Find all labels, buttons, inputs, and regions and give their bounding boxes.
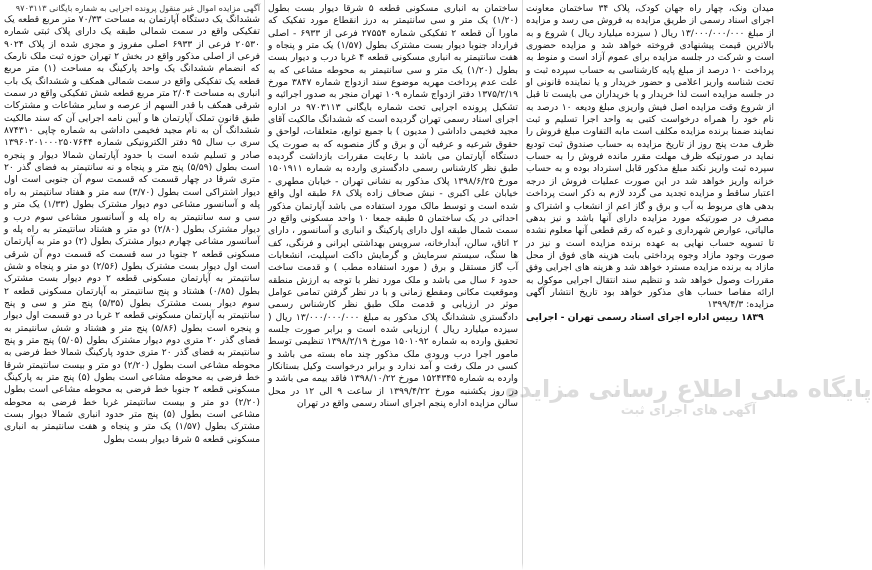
notice-body-text: میدان ونک، چهار راه جهان کودک، پلاک ۳۴ ساختمان معاونت اجرای اسناد رسمی از طریق مزایده به فروش می رسد و مزایده از مبلغ ۱۳/۰۰۰/۰۰۰/۰۰۰ ریال ( سیزده میلیارد ریال ) شروع و به بالاترین قیمت پیشنهادی فروخته خواهد شد و مزایده حضوری است و شرکت در جلسه مزایده برای عموم آزاد است و منوط به پرداخت ۱۰ درصد از مبلغ پایه کارشناسی به حساب سپرده ثبت و تحت شناسه واریز اعلامی و حضور خریدار و یا نماینده قانونی او در جلسه مزایده است لذا خریدار و یا خریداران می بایست تا قبل از شروع وقت مزایده اصل فیش واریزی مبلغ ودیعه ۱۰ درصد به نام خود را همراه درخواست کتبی به واحد اجرا تسلیم و ثبت نمایند ضمنا برنده مزایده مکلف است مابه التفاوت مبلغ فروش را ظرف مدت پنج روز از تاریخ مزایده به حساب صندوق ثبت توديع نمايد در صورتیکه ظرف مهلت مقرر مانده فروش را به حساب سپرده ثبت واریز نکند مبلغ مذکور قابل استرداد بوده و به حساب خزانه واریز خواهد شد در این صورت عملیات فروش از درجه اعتبار ساقط و مزایده تجدید می گردد لازم به ذکر است پرداخت بدهی های مربوط به آب و برق و گاز اعم از انشعاب و اشتراک و مصرف در صورتیکه مورد مزایده دارای آنها باشد و نیز بدهی مالیاتی، عوارض شهرداری و غیره که رقم قطعی آنها معلوم نشده تا تسویه حساب نهایی به عهده برنده مزایده است و نیز در صورت وجود مازاد وجوه پرداختی بابت هزینه های فوق از محل مازاد به برنده مزایده مسترد خواهد شد و هزینه های اجرایی وفق مقررات وصول خواهد شد و تنظیم سند انتقال اجرایی موکول به ارائه مفاصا حساب های مذکور خواهد بود تاریخ انتشار آگهی مزایده: ۱۳۹۹/۴/۳: [526, 3, 775, 311]
notice-heading: آگهی مزایده اموال غیر منقول پرونده اجرایی به شماره بایگانی ۹۷۰۳۱۱۳: [15, 3, 260, 13]
watermark-subtext: آگهی های اجرای ثبت: [620, 403, 757, 418]
column-divider: [522, 0, 523, 570]
notice-column-middle: [268, 3, 518, 565]
notice-column-left: [4, 3, 260, 565]
bottom-edge-fade: [0, 563, 778, 570]
notice-signature: ۱۸۳۹ رییس اداره اجرای اسناد رسمی تهران - اجرایی: [526, 311, 764, 323]
notice-column-right: [526, 3, 774, 565]
watermark-text: پایگاه ملی اطلاع رسانی مزایده: [505, 375, 872, 403]
watermark: [505, 375, 872, 418]
notice-body-text: ساختمان به انباری مسکونی قطعه ۵ شرقا دیوار بست بطول (۱/۲۰) یک متر و سی سانتیمتر به درز انقطاع مورد تفکیک که ماورا آن قطعه ۲ تفکیکی شماره ۲۷۵۵۴ فرعی از ۶۹۳۳ - اصلی فرارداد جنوبا دیوار بست مشترک بطول (۱/۵۷) یک متر و پنجاه و هفت سانتیمتر به انباری مسکونی قطعه ۴ غربا درب و دیوار بست بطول (۱/۲۰) یک متر و سی سانتیمتر به محوطه مشاعی که به علت عدم پرداخت مهریه موضوع سند ازدواج شماره ۳۸۴۷ مورخ ۱۳۷۵/۲/۱۹ دفتر ازدواج شماره ۱۰۹ تهران منجر به صدور اجرائیه و تشکیل پرونده اجرایی تحت شماره بایگانی ۹۷۰۳۱۱۳ در اداره اجرای اسناد رسمی تهران گردیده است که ششدانگ مالکیت آقای مجید فخیمی داداشی ( مدیون ) با جمیع توابع، متعلقات، لواحق و حقوق شرعیه و عرفیه آن و برق و گاز منصوبه که به صورت یک دستگاه آپارتمان می باشد با رعایت مقررات بازداشت گردیده طبق نظر کارشناس رسمی دادگستری وارده به شماره ۱۵۰۱۹۱۱ مورخ ۱۳۹۸/۶/۲۵ پلاک مذکور به نشانی تهران - خیابان مطهری - خیابان علی اکبری - نبش صحاف زاده پلاک ۶۸ طبقه اول واقع شده است و توسط مالک مورد استفاده می باشد آپارتمان مذکور احداثی در یک ساختمان ۵ طبقه جمعا ۱۰ واحد مسکونی واقع در سمت شمال طبقه اول دارای پارکینگ و انباری و آسانسور ، دارای ۲ اتاق، سالن، آبدارخانه، سرویس بهداشتی ایرانی و فرنگی، کف ها سنگ، سیستم سرمایش و گرمایش داکت اسپلیت، انشعابات آب گاز مستقل و برق ( مورد استفاده مطب ) و قدمت ساخت حدود ۶ سال می باشد و ملک مورد نظر با توجه به ارزش منطقه وموقعیت مکانی ومقطع زمانی و با در نظر گرفتن تمامی عوامل موثر در ارزیابی و قدمت ملک طبق نظر کارشناس رسمی دادگستری ششدانگ پلاک مذکور به مبلغ ۱۳/۰۰۰/۰۰۰/۰۰۰ ریال ( سیزده میلیارد ریال ) ارزیابی شده است و برابر صورت جلسه تحقیق وارده به شماره ۱۵۰۱۰۹۲ مورخ ۱۳۹۸/۲/۱۹ تنظیمی توسط مامور اجرا درب ورودی ملک مذکور چند ماه بسته می باشد و کسی در ملک رفت و آمد ندارد و برابر درخواست وکیل بستانکار وارده به شماره ۱۵۲۴۳۴۵ مورخ ۱۳۹۸/۱۰/۲۲ فاقد بیمه می باشد و در روز یکشنبه مورخ ۱۳۹۹/۴/۲۲ از ساعت ۹ الی ۱۲ در محل سالن مزایده اداره پنجم اجرای اسناد رسمی واقع در تهران: [268, 3, 519, 409]
notice-body-text: ششدانگ یک دستگاه آپارتمان به مساحت ۷۰/۳۳ متر مربع قطعه یک تفکیکی واقع در سمت شمالی طبقه یک دارای پلاک ثبتی شماره ۲۰۵۳۰ فرعی از ۶۹۳۳ اصلی مفروز و مجزی شده از پلاک ۹۰۲۴ فرعی از اصلی مذکور واقع در بخش ۲ تهران حوزه ثبت ملک نارمک که انضمام ششدانگ یک واحد پارکینگ به مساحت (۱) متر مربع قطعه یک تفکیکی واقع در سمت شمالی همکف و ششدانگ یک باب انباری به مساحت ۲/۰۴ متر مربع قطعه شش تفکیکی واقع در سمت شرقی همکف با قدر السهم از عرصه و سایر مشاعات و مشترکات طبق قانون تملک آپارتمان ها و آیین نامه اجرایی آن که سند مالکیت ششدانگ آن به نام مجید فخیمی داداشی به شماره چاپی ۸۷۴۳۱۰ سری ب سال ۹۵ دفتر الکترونیکی شماره ۱۳۹۶۰۲۰۱۰۰۰۲۵۰۷۶۴۴ صادر و تسلیم شده است با حدود آپارتمان شمالا دیوار و پنجره است بطول (۵/۵۹) پنج متر و پنجاه و نه سانتیمتر به فضای گذر ۲۰ متری شرقا در چهار قسمت که قسمت سوم آن جنوبی است اول دیوار اشتراکی است بطول (۳/۷۰) سه متر و هفتاد سانتیمتر به راه پله و آسانسور مشاعی دوم دیوار مشترک بطول (۱/۳۳) یک متر و سی و سه سانتیمتر به راه پله و آسانسور مشاعی سوم درب و دیوار مشترک بطول (۲/۸۰) دو متر و هشتاد سانتیمتر به راه پله و آسانسور مشاعی چهارم دیوار مشترک بطول (۲) دو متر به آپارتمان مسکونی قطعه ۲ جنوبا در سه قسمت که قسمت دوم آن شرقی است اول دیوار بست مشترک بطول (۲/۵۶) دو متر و پنجاه و شش سانتیمتر به آپارتمان مسکونی قطعه ۲ دوم دیوار بست مشترک بطول (۰/۸۵) هشتاد و پنج سانتیمتر به آپارتمان مسکونی قطعه ۲ سوم دیوار بست مشترک بطول (۵/۳۵) پنج متر و سی و پنج سانتیمتر به آپارتمان مسکونی قطعه ۲ غربا در دو قسمت اول دیوار و پنجره است بطول (۵/۸۶) پنج متر و هشتاد و شش سانتیمتر به فضای گذر ۲۰ متری دوم دیوار مشترک بطول (۵/۰۵) پنج متر و پنج سانتیمتر به فضای گذر ۲۰ متری حدود پارکینگ شمالا خط فرضی به محوطه مشاعی است بطول (۲/۲۰) دو متر و بیست سانتیمتر شرقا خط فرضی به محوطه مشاعی است بطول (۵) پنج متر به پارکینگ مسکونی قطعه ۲ جنوبا خط فرضی به محوطه مشاعی است بطول (۲/۲۰) دو متر و بیست سانتیمتر غربا خط فرضی به محوطه مشاعی است بطول (۵) پنج متر حدود انباری شمالا دیوار بست مشترک بطول (۱/۵۷) یک متر و پنجاه و هفت سانتیمتر به انباری مسکونی قطعه ۵ شرقا دیوار بست بطول: [4, 14, 261, 445]
column-divider: [264, 0, 265, 570]
